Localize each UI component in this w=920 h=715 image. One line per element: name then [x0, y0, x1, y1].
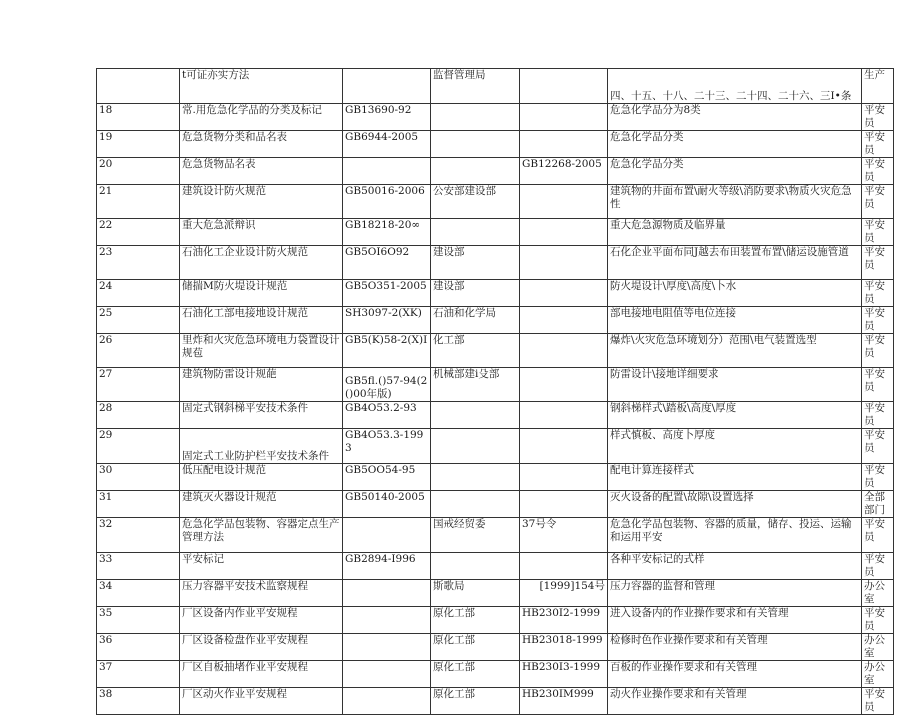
- cell-std: GB5OO54-95: [343, 464, 431, 491]
- cell-name: 厂区自板抽堵作业平安规程: [180, 661, 343, 688]
- header-content: 四、十五、十八、二十三、二十四、二十六、三I•条: [608, 69, 862, 104]
- cell-dept: 机械部建i殳部: [431, 368, 520, 402]
- cell-content: 危急化学品包装物、容器的质量，储存、投运、运输和运用平安: [608, 518, 862, 553]
- cell-content: 压力容器的监督和管理: [608, 580, 862, 607]
- cell-name: 厂区动火作业平安规程: [180, 688, 343, 715]
- cell-dept: 建设部: [431, 246, 520, 280]
- cell-no: 38: [97, 688, 180, 715]
- cell-dept: 原化工部: [431, 661, 520, 688]
- table-row: [97, 334, 894, 368]
- header-dept: 监督管理局: [431, 69, 520, 104]
- regulations-table: [96, 68, 894, 715]
- cell-doc: HB230I2-1999: [520, 607, 608, 634]
- cell-content: 灭火设备的配置\故隙\设置选择: [608, 491, 862, 518]
- cell-std: [343, 580, 431, 607]
- cell-resp: 平安员: [862, 607, 894, 634]
- cell-no: 29: [97, 429, 180, 464]
- cell-resp: 办公室: [862, 634, 894, 661]
- cell-doc: [1999]154号: [520, 580, 608, 607]
- cell-content: 部电接地电阻值等电位连接: [608, 307, 862, 334]
- cell-name: 常.用危急化学品的分类及标记: [180, 104, 343, 131]
- cell-no: 30: [97, 464, 180, 491]
- cell-std: GB2894-I996: [343, 553, 431, 580]
- cell-doc: 37号令: [520, 518, 608, 553]
- cell-resp: 平安员: [862, 518, 894, 553]
- table-row: [97, 661, 894, 688]
- header-doc: [520, 69, 608, 104]
- cell-dept: 公安部建设部: [431, 185, 520, 219]
- table-row: [97, 402, 894, 429]
- cell-content: 危急化学品分类: [608, 131, 862, 158]
- cell-name: 厂区设备检盘作业平安规程: [180, 634, 343, 661]
- cell-resp: 平安员: [862, 185, 894, 219]
- cell-content: 动火作业操作要求和有关管理: [608, 688, 862, 715]
- cell-dept: 建设部: [431, 280, 520, 307]
- cell-no: 25: [97, 307, 180, 334]
- cell-doc: HB230I3-1999: [520, 661, 608, 688]
- cell-doc: [520, 280, 608, 307]
- cell-doc: [520, 185, 608, 219]
- table-row: [97, 491, 894, 518]
- cell-resp: 平安员: [862, 368, 894, 402]
- cell-no: 21: [97, 185, 180, 219]
- cell-name: 低压配电设计规范: [180, 464, 343, 491]
- cell-doc: [520, 402, 608, 429]
- cell-std: GB5O351-2005: [343, 280, 431, 307]
- cell-dept: [431, 104, 520, 131]
- cell-std: GB4O53.2-93: [343, 402, 431, 429]
- cell-resp: 平安员: [862, 131, 894, 158]
- cell-std: [343, 607, 431, 634]
- cell-dept: [431, 429, 520, 464]
- cell-resp: 平安员: [862, 402, 894, 429]
- cell-no: 26: [97, 334, 180, 368]
- cell-dept: 斯歌局: [431, 580, 520, 607]
- table-row: [97, 553, 894, 580]
- cell-content: 检修时色作业操作要求和有关管理: [608, 634, 862, 661]
- cell-dept: [431, 219, 520, 246]
- cell-resp: 平安员: [862, 158, 894, 185]
- cell-dept: [431, 553, 520, 580]
- table-row: [97, 280, 894, 307]
- cell-no: 22: [97, 219, 180, 246]
- cell-dept: [431, 131, 520, 158]
- cell-dept: [431, 464, 520, 491]
- cell-content: 重大危急源物质及临界量: [608, 219, 862, 246]
- cell-content: 百板的作业操作要求和有关管理: [608, 661, 862, 688]
- cell-content: 钢斜梯样式\踏板\高度\厚度: [608, 402, 862, 429]
- table-row: [97, 580, 894, 607]
- table-row: [97, 429, 894, 464]
- cell-no: 32: [97, 518, 180, 553]
- cell-name: 危急货物分类和品名表: [180, 131, 343, 158]
- cell-name: 厂区设备内作业平安规程: [180, 607, 343, 634]
- header-no: [97, 69, 180, 104]
- cell-dept: 化工部: [431, 334, 520, 368]
- cell-no: 19: [97, 131, 180, 158]
- cell-no: 37: [97, 661, 180, 688]
- cell-content: 防雷设计\接地详细要求: [608, 368, 862, 402]
- cell-resp: 办公室: [862, 580, 894, 607]
- table-row: [97, 104, 894, 131]
- cell-name: 固定式钢斜梯平安技术条件: [180, 402, 343, 429]
- table-row: [97, 219, 894, 246]
- cell-content: 石化企业平面布同J越去布田装置布置\储运设施管道: [608, 246, 862, 280]
- table-row: [97, 131, 894, 158]
- cell-resp: 平安员: [862, 280, 894, 307]
- cell-resp: 全部部门: [862, 491, 894, 518]
- cell-resp: 平安员: [862, 429, 894, 464]
- cell-dept: 原化工部: [431, 634, 520, 661]
- cell-no: 28: [97, 402, 180, 429]
- cell-std: [343, 158, 431, 185]
- cell-doc: [520, 307, 608, 334]
- cell-content: 配电计算连接样式: [608, 464, 862, 491]
- cell-std: [343, 518, 431, 553]
- cell-name: 石油化工部电接地设计规范: [180, 307, 343, 334]
- cell-name: 危急化学品包装物、容器定点生产管理方法: [180, 518, 343, 553]
- cell-doc: [520, 219, 608, 246]
- cell-resp: 平安员: [862, 307, 894, 334]
- cell-no: 31: [97, 491, 180, 518]
- cell-doc: [520, 104, 608, 131]
- cell-content: 危急化学品分为8类: [608, 104, 862, 131]
- cell-std: GB6944-2005: [343, 131, 431, 158]
- cell-name: 固定式工业防护栏平安技术条件: [180, 429, 343, 464]
- table-row: [97, 185, 894, 219]
- cell-no: 23: [97, 246, 180, 280]
- cell-std: GB50140-2005: [343, 491, 431, 518]
- cell-name: 建筑物防雷设计规葩: [180, 368, 343, 402]
- table-row: [97, 158, 894, 185]
- cell-std: GB5fl.()57-94(2()00年版): [343, 368, 431, 402]
- cell-doc: HB23018-1999: [520, 634, 608, 661]
- cell-resp: 平安员: [862, 219, 894, 246]
- cell-resp: 平安员: [862, 688, 894, 715]
- cell-dept: 石油和化学局: [431, 307, 520, 334]
- table-row: [97, 368, 894, 402]
- cell-resp: 平安员: [862, 104, 894, 131]
- cell-std: [343, 688, 431, 715]
- cell-name: 石油化工企业设计防火规范: [180, 246, 343, 280]
- header-row: [97, 69, 894, 104]
- cell-name: 储揣M防火堤设计规范: [180, 280, 343, 307]
- cell-name: 建筑灭火器设计规范: [180, 491, 343, 518]
- table-row: [97, 688, 894, 715]
- cell-content: 进入设备内的作业操作要求和有关管理: [608, 607, 862, 634]
- cell-name: 重大危急派辩识: [180, 219, 343, 246]
- table-row: [97, 607, 894, 634]
- table-row: [97, 464, 894, 491]
- cell-no: 35: [97, 607, 180, 634]
- cell-std: GB50016-2006: [343, 185, 431, 219]
- cell-name: 建筑设计防火规范: [180, 185, 343, 219]
- cell-std: SH3097-2(XK): [343, 307, 431, 334]
- cell-resp: 平安员: [862, 334, 894, 368]
- table-row: [97, 634, 894, 661]
- cell-no: 36: [97, 634, 180, 661]
- cell-resp: 平安员: [862, 553, 894, 580]
- cell-dept: 原化工部: [431, 607, 520, 634]
- cell-doc: [520, 368, 608, 402]
- cell-content: 建筑物的井面布置\耐火等级\消防要求\物质火灾危急性: [608, 185, 862, 219]
- header-resp: 生产: [862, 69, 894, 104]
- cell-no: 18: [97, 104, 180, 131]
- cell-content: 样式慎板、高度卜厚度: [608, 429, 862, 464]
- cell-std: [343, 634, 431, 661]
- cell-no: 27: [97, 368, 180, 402]
- cell-doc: [520, 491, 608, 518]
- cell-name: 平安标记: [180, 553, 343, 580]
- cell-dept: [431, 491, 520, 518]
- cell-doc: [520, 429, 608, 464]
- cell-content: 爆炸\火灾危急环境划分）范围\电气装置选型: [608, 334, 862, 368]
- cell-resp: 平安员: [862, 464, 894, 491]
- cell-doc: GB12268-2005: [520, 158, 608, 185]
- cell-resp: 平安员: [862, 246, 894, 280]
- cell-doc: HB230IM999: [520, 688, 608, 715]
- cell-std: GB13690-92: [343, 104, 431, 131]
- cell-std: [343, 661, 431, 688]
- cell-doc: [520, 334, 608, 368]
- cell-no: 20: [97, 158, 180, 185]
- cell-dept: [431, 402, 520, 429]
- cell-no: 33: [97, 553, 180, 580]
- cell-doc: [520, 553, 608, 580]
- cell-name: 危急货物品名表: [180, 158, 343, 185]
- cell-std: GB4O53.3-1993: [343, 429, 431, 464]
- cell-resp: 办公室: [862, 661, 894, 688]
- header-std: [343, 69, 431, 104]
- header-name: t可证亦实方法: [180, 69, 343, 104]
- cell-no: 24: [97, 280, 180, 307]
- table-row: [97, 246, 894, 280]
- cell-std: GB5OI6O92: [343, 246, 431, 280]
- cell-no: 34: [97, 580, 180, 607]
- cell-content: 防火堤设计\厚度\高度\卜水: [608, 280, 862, 307]
- cell-content: 各种平安标记的式样: [608, 553, 862, 580]
- cell-dept: 国戒经贸委: [431, 518, 520, 553]
- cell-content: 危急化学品分类: [608, 158, 862, 185]
- cell-name: 里炸和火灾危急环境电力袋置设计规苞: [180, 334, 343, 368]
- cell-std: GB5(K)58-2(X)I: [343, 334, 431, 368]
- table-row: [97, 307, 894, 334]
- table-row: [97, 518, 894, 553]
- cell-dept: 原化工部: [431, 688, 520, 715]
- cell-doc: [520, 131, 608, 158]
- cell-doc: [520, 246, 608, 280]
- cell-doc: [520, 464, 608, 491]
- cell-dept: [431, 158, 520, 185]
- cell-name: 压力容器平安技术监察规程: [180, 580, 343, 607]
- cell-std: GB18218-20∞: [343, 219, 431, 246]
